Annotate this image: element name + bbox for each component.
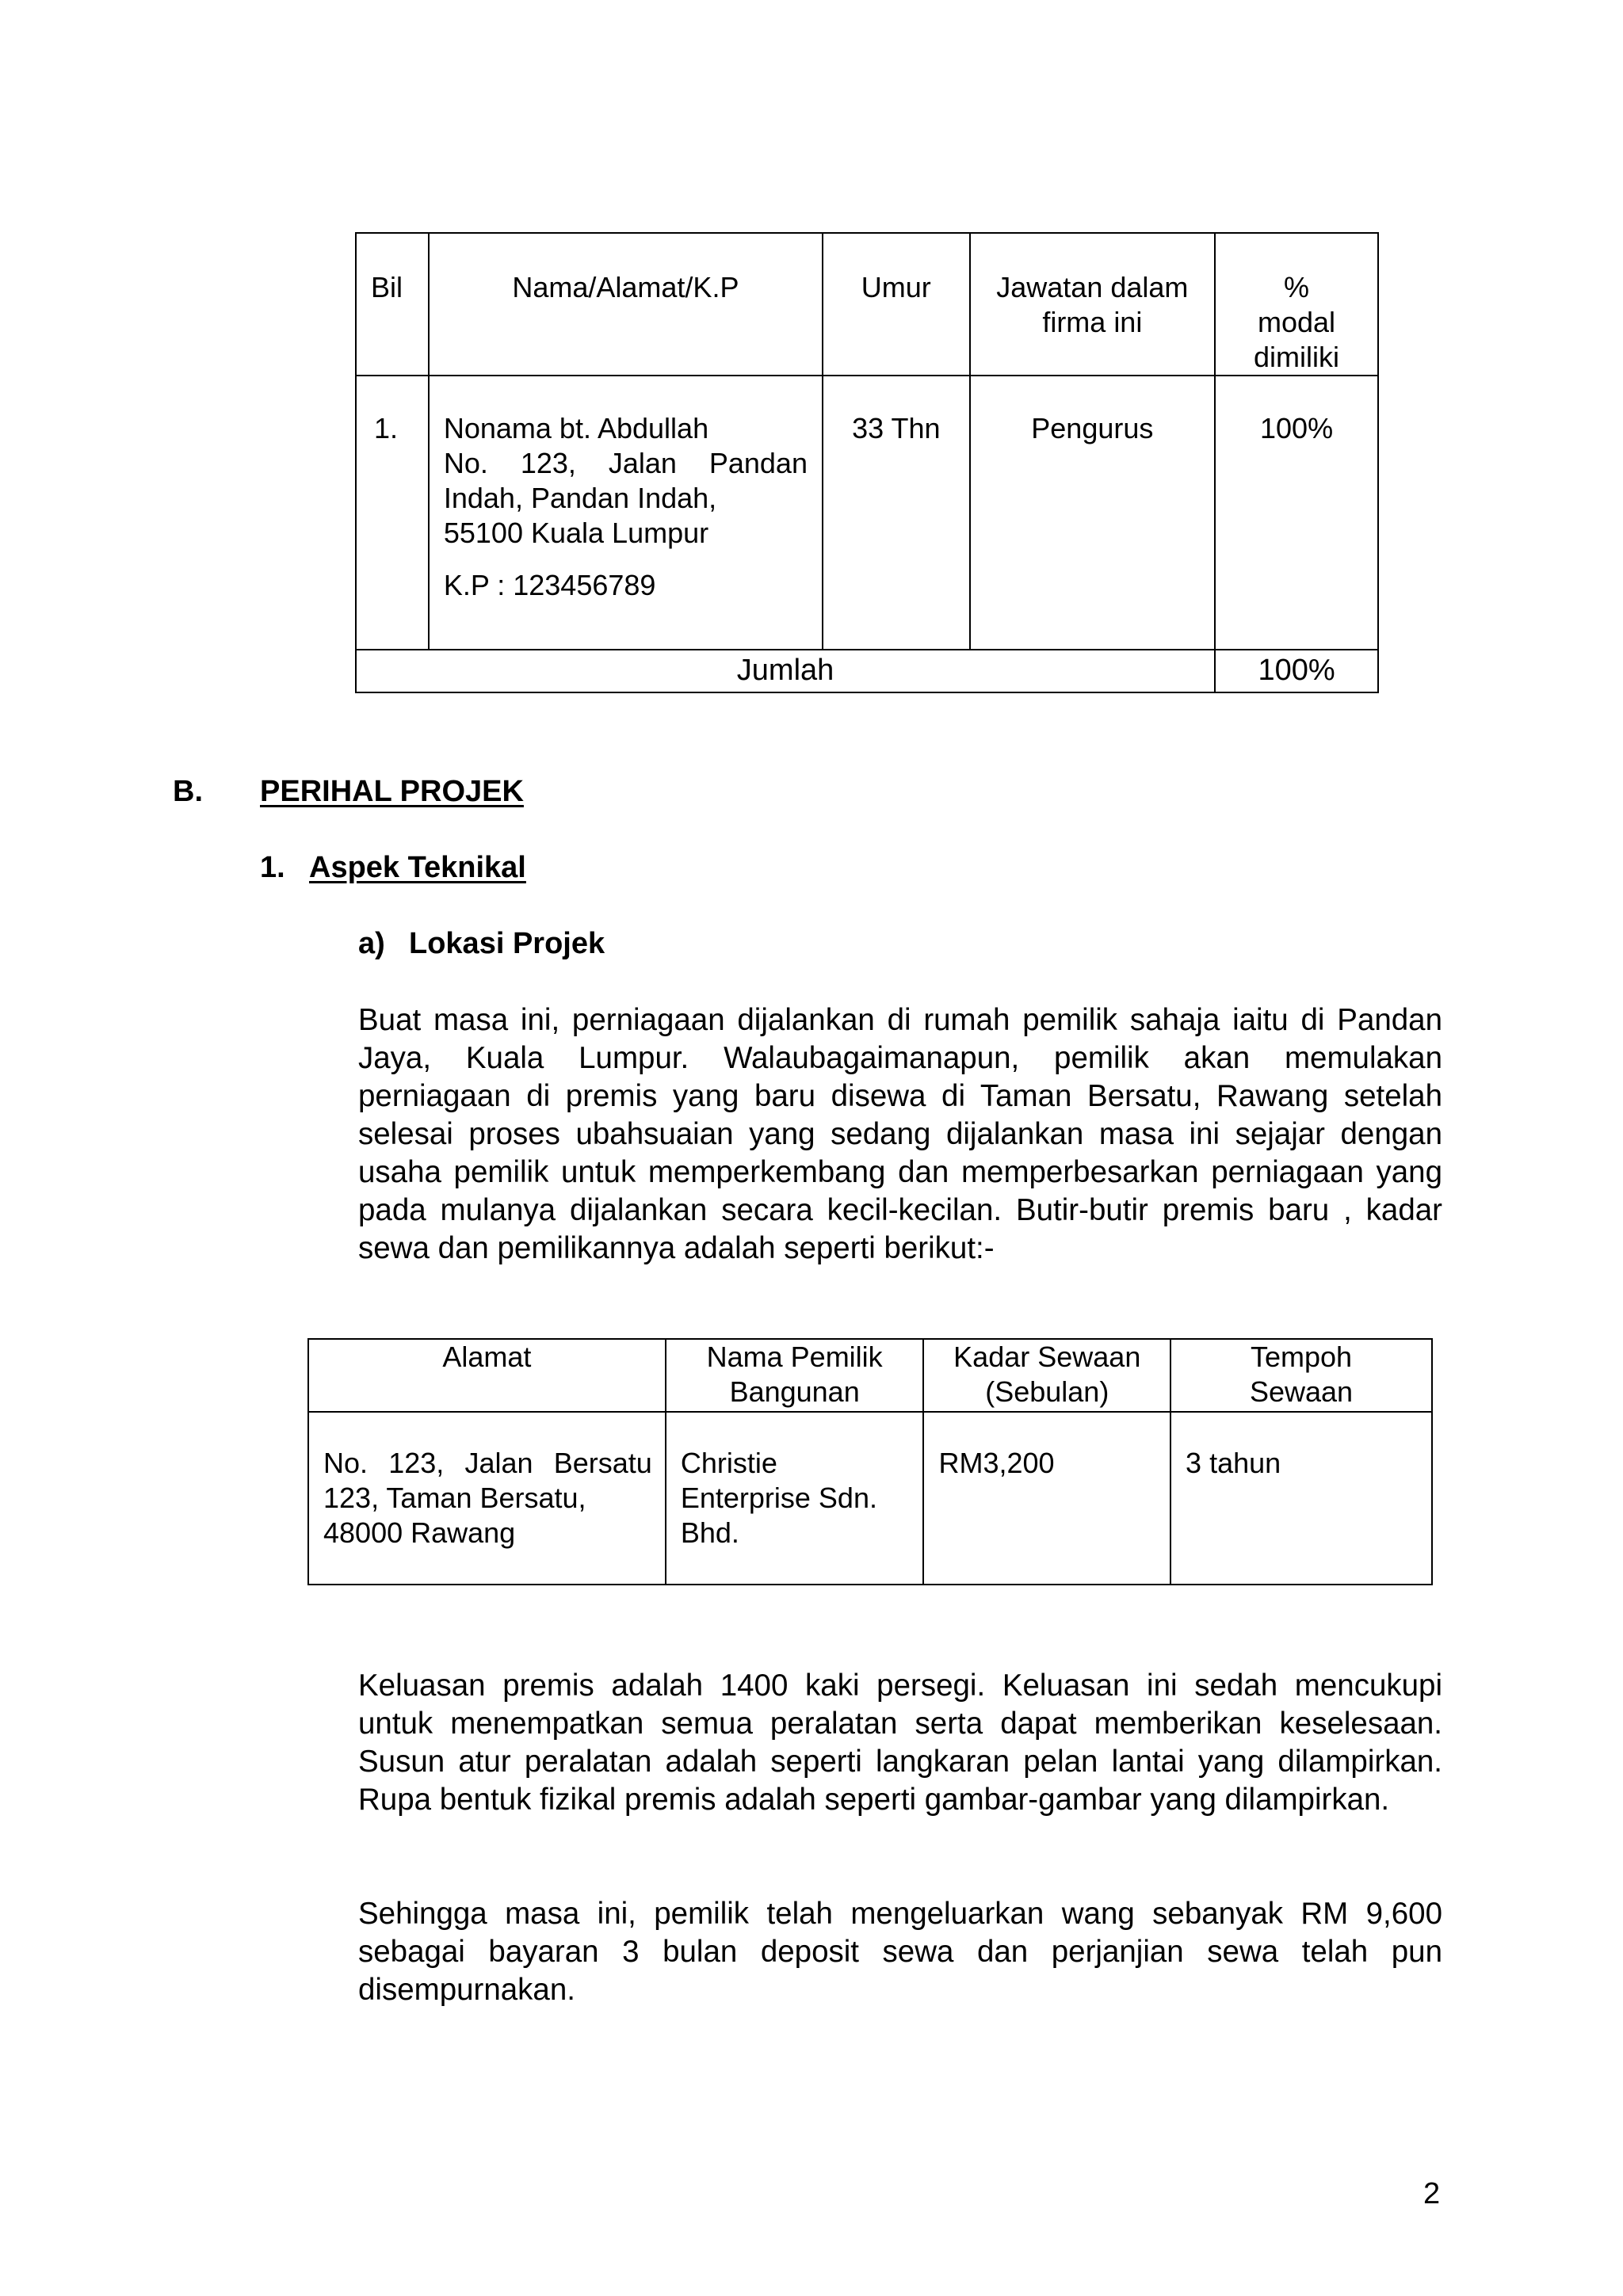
owners-table (355, 232, 1379, 693)
cell-tempoh-sewaan: 3 tahun (1170, 1412, 1432, 1585)
premises-table (307, 1338, 1433, 1585)
header-alamat: Alamat (308, 1339, 666, 1412)
owner-kp: K.P : 123456789 (443, 569, 656, 601)
paragraph-keluasan: Keluasan premis adalah 1400 kaki persegi. Keluasan ini sedah mencukupi untuk menempatkan semua peralatan serta dapat memberikan keselesaan. Susun atur peralatan adalah seperti langkaran pelan lantai yang dilampirkan. Rupa bentuk fizikal premis adalah seperti gambar-gambar yang dilampirkan. (358, 1669, 1442, 1817)
cell-umur: 33 Thn (823, 376, 970, 650)
header-nama-pemilik: Nama Pemilik Bangunan (666, 1339, 924, 1412)
section-b-title: PERIHAL PROJEK (260, 775, 524, 808)
cell-kadar-sewaan: RM3,200 (923, 1412, 1170, 1585)
header-modal: % modal dimiliki (1215, 233, 1378, 376)
table-row (308, 1412, 1432, 1585)
table-row (356, 376, 1378, 650)
header-jawatan: Jawatan dalam firma ini (970, 233, 1216, 376)
owner-address-line1: No. 123, Jalan Pandan (443, 447, 808, 479)
cell-bil: 1. (356, 376, 429, 650)
cell-nama-alamat (429, 376, 823, 650)
premis-address-line1: No. 123, Jalan Bersatu (323, 1447, 652, 1479)
owner-address-line3: 55100 Kuala Lumpur (443, 517, 709, 549)
header-tempoh-sewaan: Tempoh Sewaan (1170, 1339, 1432, 1412)
premises-table-header (308, 1339, 1432, 1412)
section-b-letter: B. (173, 775, 203, 808)
cell-alamat (308, 1412, 666, 1585)
total-value: 100% (1215, 650, 1378, 692)
cell-nama-pemilik: Christie Enterprise Sdn. Bhd. (666, 1412, 924, 1585)
subsection-1-number: 1. (260, 851, 285, 884)
header-nama: Nama/Alamat/K.P (429, 233, 823, 376)
header-kadar-sewaan: Kadar Sewaan (Sebulan) (923, 1339, 1170, 1412)
header-bil: Bil (356, 233, 429, 376)
subsection-a-title: Lokasi Projek (409, 927, 605, 960)
subsection-a-label: a) (358, 927, 385, 960)
owners-total-row (356, 650, 1378, 692)
premis-address-line3: 48000 Rawang (323, 1516, 516, 1549)
cell-modal: 100% (1215, 376, 1378, 650)
subsection-1-title: Aspek Teknikal (309, 851, 526, 884)
paragraph-lokasi: Buat masa ini, perniagaan dijalankan di rumah pemilik sahaja iaitu di Pandan Jaya, Kuala Lumpur. Walaubagaimanapun, pemilik akan memulakan perniagaan di premis yang baru disewa di Taman Bersatu, Rawang setelah selesai proses ubahsuaian yang sedang dijalankan masa ini sejajar dengan usaha pemilik untuk memperkembang dan memperbesarkan perniagaan yang pada mulanya dijalankan secara kecil-kecilan. Butir-butir premis baru , kadar sewa dan pemilikannya adalah seperti berikut:- (358, 1003, 1442, 1265)
owners-table-header (356, 233, 1378, 376)
paragraph-deposit: Sehingga masa ini, pemilik telah mengeluarkan wang sebanyak RM 9,600 sebagai bayaran 3 bulan deposit sewa dan perjanjian sewa telah pun disempurnakan. (358, 1897, 1442, 2007)
page-number: 2 (1423, 2177, 1441, 2210)
owner-name: Nonama bt. Abdullah (443, 412, 709, 444)
owner-address-line2: Indah, Pandan Indah, (443, 482, 717, 514)
cell-jawatan: Pengurus (970, 376, 1216, 650)
premis-address-line2: 123, Taman Bersatu, (323, 1482, 586, 1514)
header-umur: Umur (823, 233, 970, 376)
total-label: Jumlah (356, 650, 1215, 692)
